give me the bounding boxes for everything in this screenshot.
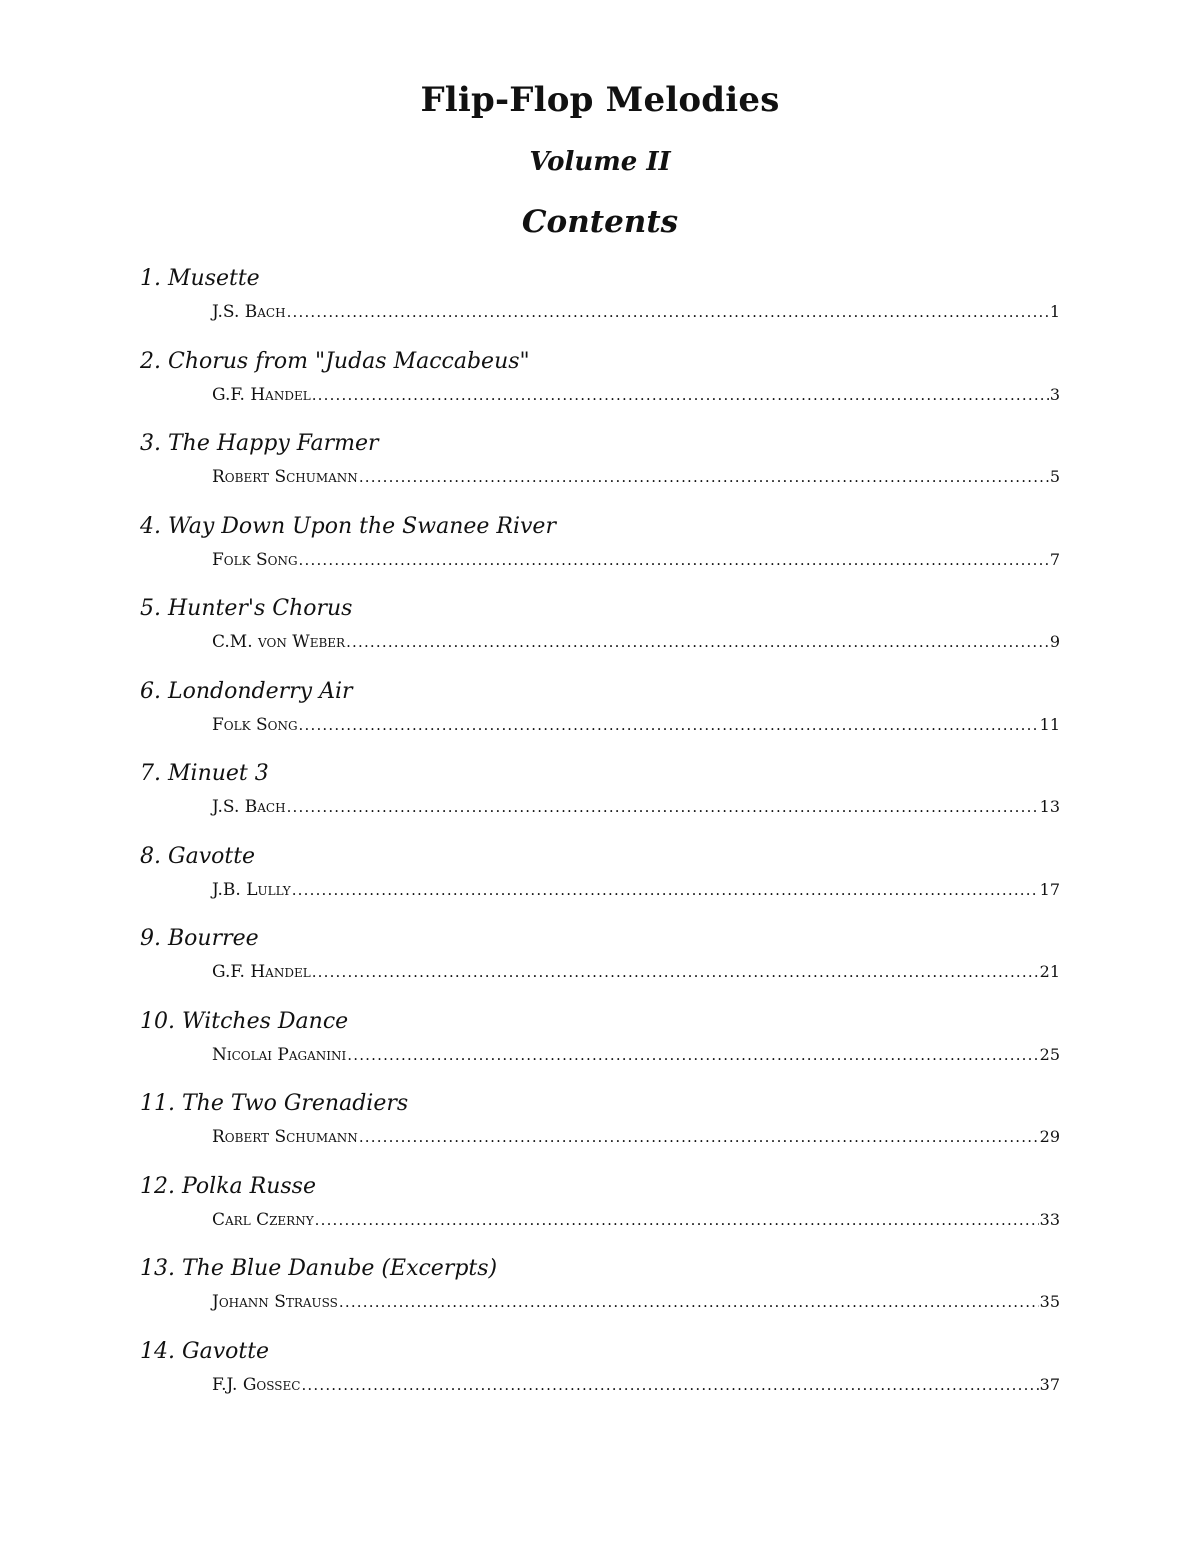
toc-entry[interactable] — [140, 757, 1060, 840]
dot-leader — [359, 1128, 1039, 1146]
entry-title-text: Polka Russe — [182, 1173, 316, 1199]
toc-entry-title — [140, 427, 379, 461]
toc-entry-title — [140, 510, 556, 544]
toc-entry[interactable] — [140, 1252, 1060, 1335]
page-number: 33 — [1039, 1209, 1060, 1229]
toc-entry-line — [212, 632, 1060, 656]
composer-name: Robert Schumann — [212, 1127, 358, 1147]
toc-entry[interactable] — [140, 427, 1060, 510]
document-title: Flip-Flop Melodies — [420, 80, 780, 120]
toc-entry[interactable] — [140, 1170, 1060, 1253]
toc-entry-line — [212, 880, 1060, 904]
dot-leader — [301, 1376, 1038, 1394]
dot-leader — [346, 633, 1049, 651]
page-number: 29 — [1039, 1127, 1060, 1146]
toc-entry-line — [212, 550, 1060, 574]
page-number: 17 — [1039, 879, 1060, 899]
dot-leader — [339, 1293, 1039, 1311]
entry-number: 5. — [140, 596, 161, 621]
toc-entry-title — [140, 1087, 408, 1121]
entry-number: 4. — [140, 513, 161, 539]
entry-title-text: Gavotte — [182, 1338, 270, 1364]
toc-entry-line — [212, 797, 1060, 821]
composer-name: F.J. Gossec — [212, 1374, 301, 1395]
dot-leader — [299, 716, 1039, 734]
page-number: 35 — [1039, 1292, 1060, 1311]
toc-entry-line — [212, 1292, 1060, 1316]
composer-name: Robert Schumann — [212, 467, 358, 487]
entry-title-text: The Blue Danube (Excerpts) — [182, 1256, 498, 1281]
toc-entry-line — [212, 1127, 1060, 1151]
dot-leader — [287, 798, 1039, 816]
toc-entry[interactable] — [140, 592, 1060, 675]
toc-entry-title — [140, 840, 255, 874]
toc-entry-line — [212, 962, 1060, 986]
composer-name: Folk Song — [212, 714, 298, 735]
toc-entry-line — [212, 1375, 1060, 1399]
entry-title-text: Hunter's Chorus — [168, 596, 353, 621]
toc-entry[interactable] — [140, 345, 1060, 428]
dot-leader — [299, 551, 1049, 569]
toc-entry[interactable] — [140, 1335, 1060, 1418]
composer-name: Carl Czerny — [212, 1209, 314, 1230]
page-number: 7 — [1049, 549, 1060, 569]
toc-entry-title — [140, 675, 353, 709]
toc-entry-title — [140, 922, 259, 956]
entry-title-text: Bourree — [168, 926, 259, 951]
toc-entry[interactable] — [140, 675, 1060, 758]
toc-entry-title — [140, 757, 269, 791]
entry-number: 6. — [140, 678, 161, 704]
dot-leader — [315, 1211, 1039, 1229]
toc-entry-title — [140, 1170, 316, 1204]
toc-entry-line — [212, 302, 1060, 326]
dot-leader — [347, 1046, 1038, 1064]
toc-entry-title — [140, 1335, 269, 1369]
page-number: 37 — [1039, 1374, 1060, 1394]
dot-leader — [312, 963, 1039, 981]
entry-title-text: Musette — [168, 266, 260, 291]
toc-entry-line — [212, 467, 1060, 491]
page-number: 25 — [1039, 1044, 1060, 1064]
entry-title-text: Gavotte — [168, 843, 256, 869]
toc-entry-title — [140, 262, 260, 296]
entry-number: 3. — [140, 431, 161, 456]
toc-entry-line — [212, 1210, 1060, 1234]
dot-leader — [292, 881, 1039, 899]
entry-title-text: The Happy Farmer — [168, 431, 379, 456]
composer-name: J.S. Bach — [212, 797, 286, 817]
volume-subtitle: Volume II — [529, 147, 671, 177]
page-number: 1 — [1049, 302, 1060, 321]
page-number: 11 — [1039, 714, 1060, 734]
composer-name: J.S. Bach — [212, 302, 286, 322]
composer-name: G.F. Handel — [212, 962, 311, 982]
entry-title-text: Chorus from "Judas Maccabeus" — [168, 348, 530, 374]
page-number: 5 — [1049, 467, 1060, 486]
page-number: 3 — [1049, 384, 1060, 404]
dot-leader — [287, 303, 1049, 321]
toc-entry[interactable] — [140, 510, 1060, 593]
table-of-contents — [140, 262, 1060, 1417]
toc-entry-line — [212, 715, 1060, 739]
entry-number: 11. — [140, 1091, 175, 1116]
page-number: 21 — [1039, 962, 1060, 981]
entry-title-text: Witches Dance — [182, 1008, 349, 1034]
toc-entry-line — [212, 385, 1060, 409]
composer-name: Johann Strauss — [212, 1292, 338, 1312]
toc-entry[interactable] — [140, 1087, 1060, 1170]
toc-entry[interactable] — [140, 262, 1060, 345]
entry-number: 13. — [140, 1256, 175, 1281]
toc-entry[interactable] — [140, 922, 1060, 1005]
entry-number: 14. — [140, 1338, 175, 1364]
contents-heading: Contents — [521, 204, 679, 240]
dot-leader — [359, 468, 1049, 486]
entry-number: 7. — [140, 761, 161, 786]
toc-entry-title — [140, 592, 352, 626]
toc-entry-title — [140, 345, 530, 379]
entry-number: 1. — [140, 266, 161, 291]
toc-entry[interactable] — [140, 1005, 1060, 1088]
entry-number: 10. — [140, 1008, 175, 1034]
composer-name: Nicolai Paganini — [212, 1044, 347, 1065]
entry-title-text: Londonderry Air — [168, 678, 353, 704]
toc-entry[interactable] — [140, 840, 1060, 923]
dot-leader — [312, 386, 1049, 404]
page-number: 9 — [1049, 632, 1060, 651]
composer-name: J.B. Lully — [212, 879, 291, 900]
entry-number: 2. — [140, 348, 161, 374]
toc-entry-line — [212, 1045, 1060, 1069]
toc-entry-title — [140, 1252, 497, 1286]
entry-title-text: The Two Grenadiers — [182, 1091, 409, 1116]
composer-name: C.M. von Weber — [212, 632, 346, 652]
entry-number: 8. — [140, 843, 161, 869]
entry-number: 9. — [140, 926, 161, 951]
page-number: 13 — [1039, 797, 1060, 816]
entry-title-text: Minuet 3 — [168, 761, 269, 786]
entry-title-text: Way Down Upon the Swanee River — [168, 513, 556, 539]
composer-name: Folk Song — [212, 549, 298, 570]
entry-number: 12. — [140, 1173, 175, 1199]
composer-name: G.F. Handel — [212, 384, 311, 405]
toc-entry-title — [140, 1005, 348, 1039]
